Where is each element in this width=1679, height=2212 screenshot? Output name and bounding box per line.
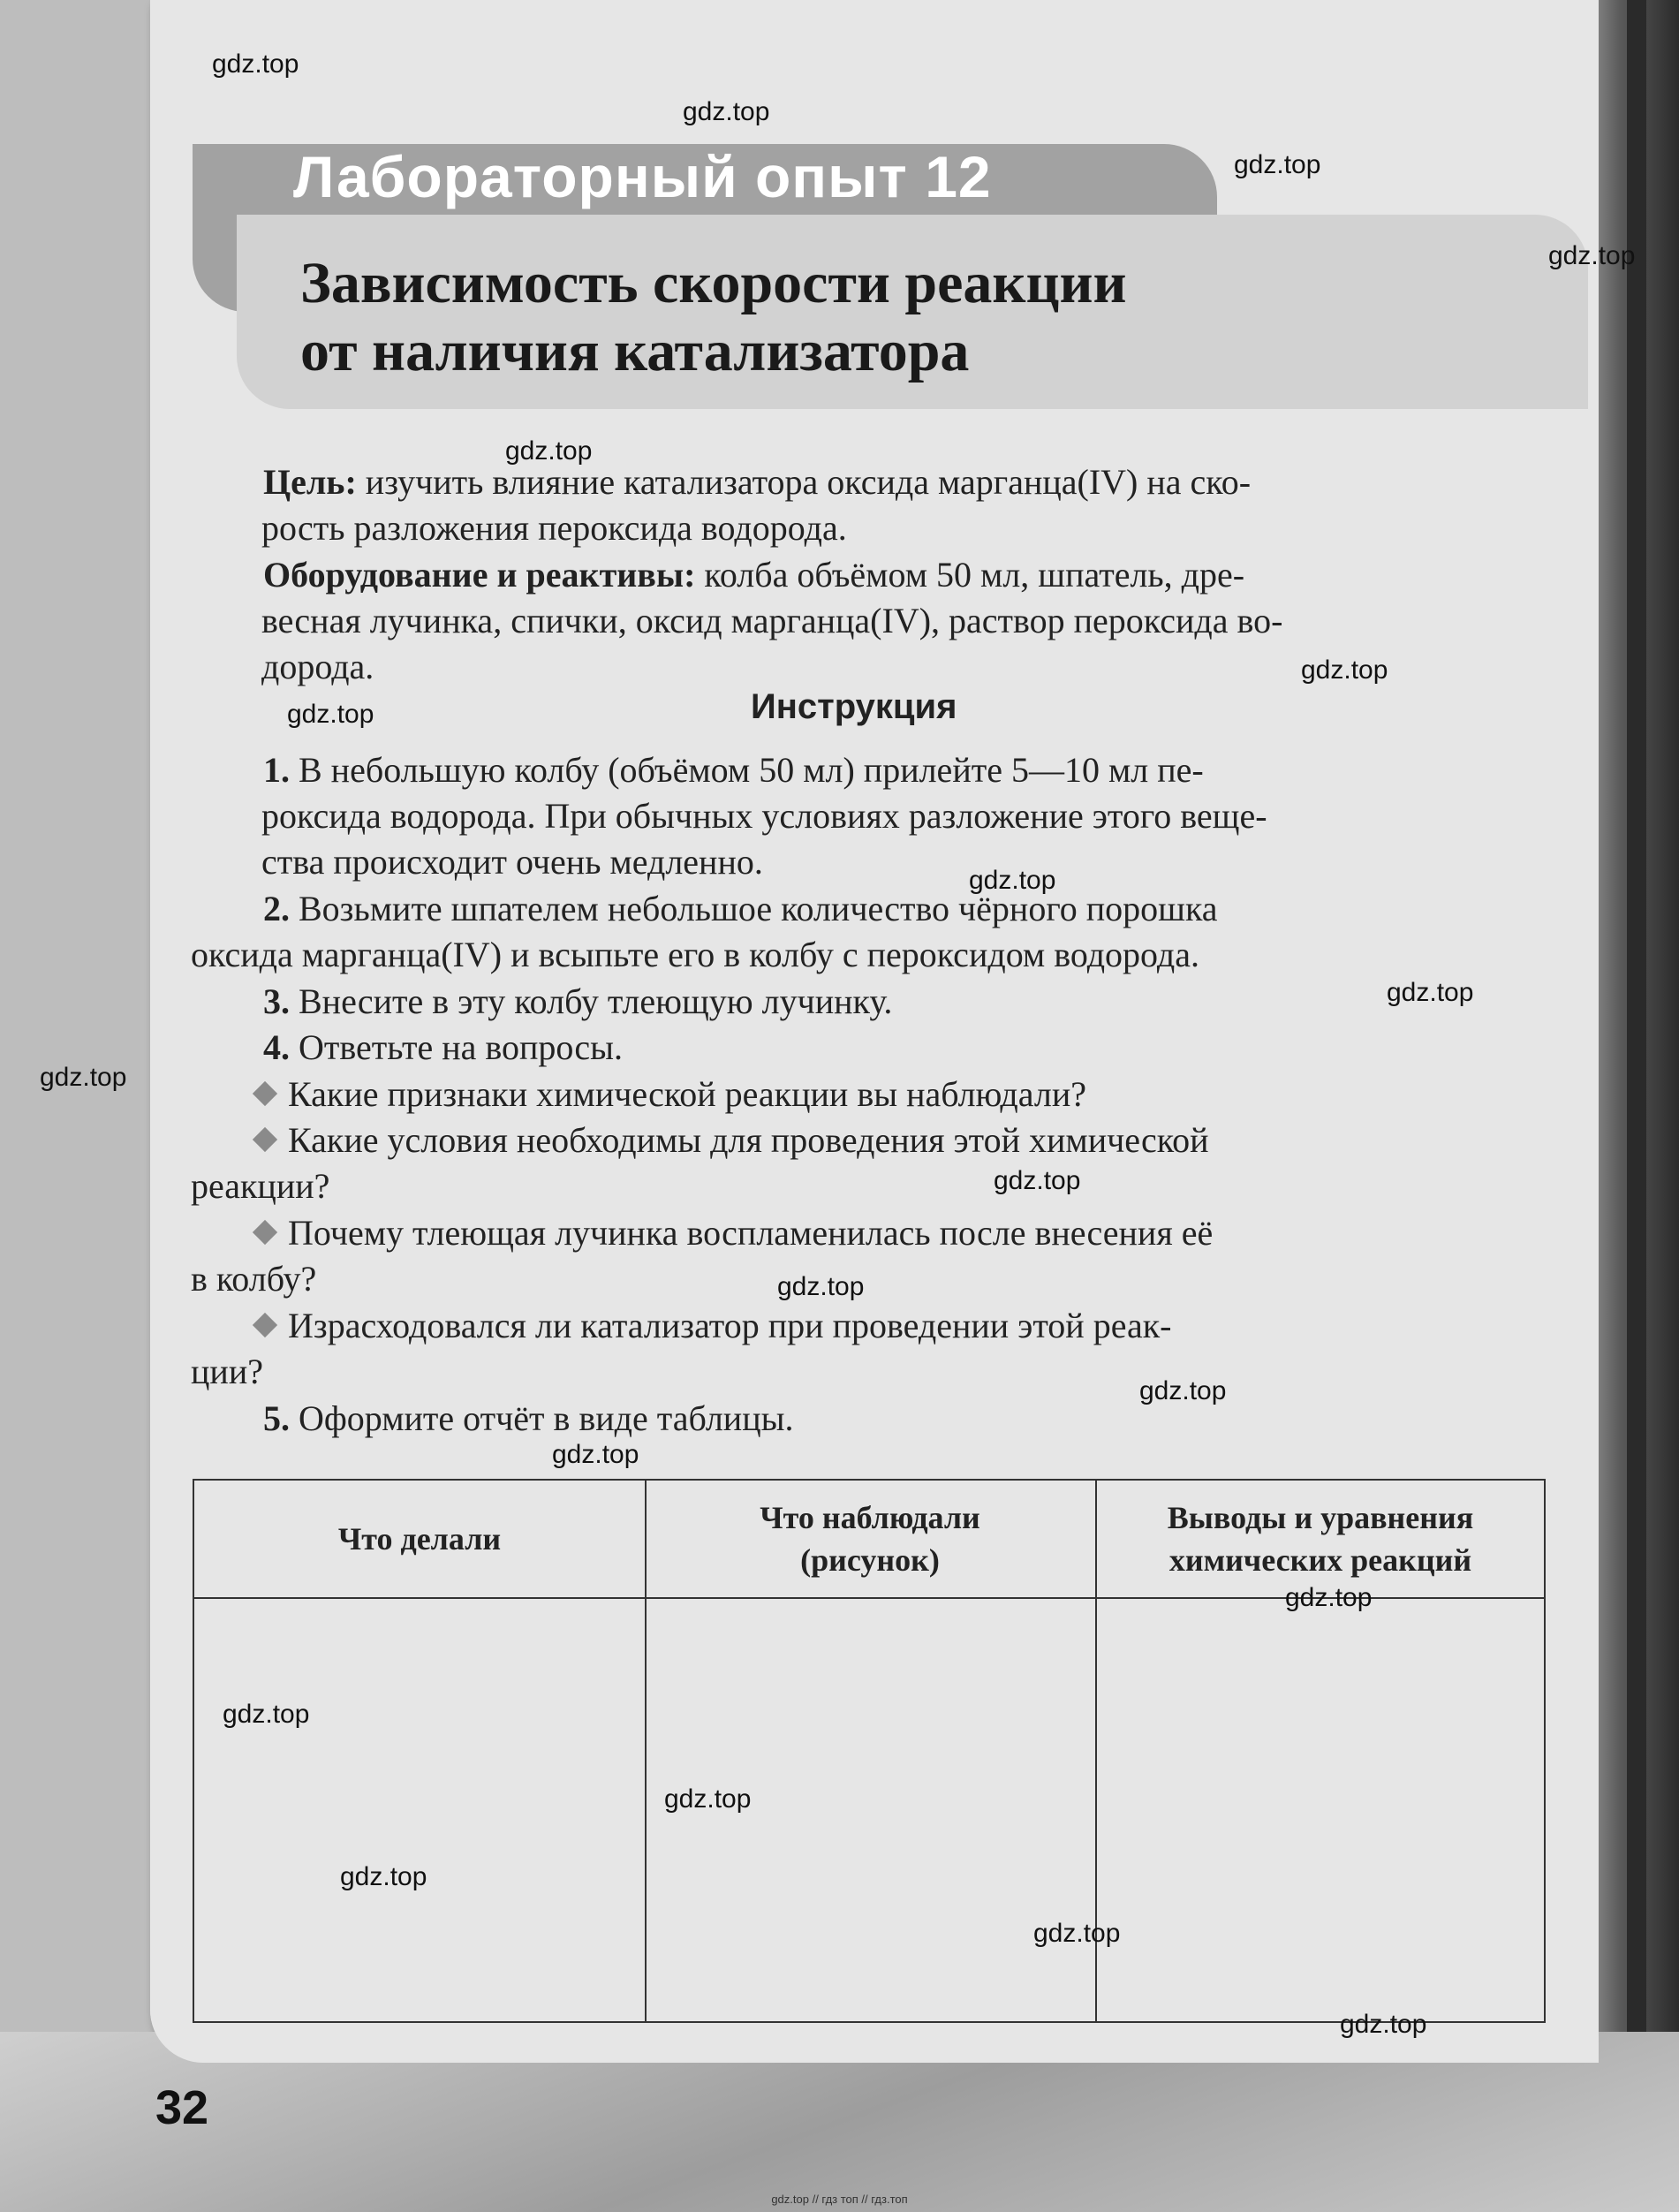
watermark: gdz.top: [40, 1063, 127, 1092]
equipment-line-1: [263, 552, 1679, 598]
step-4-text: Ответьте на вопросы.: [290, 1027, 624, 1067]
question-2-line-2: реакции?: [191, 1166, 330, 1206]
step-4-line: [263, 1025, 1679, 1071]
question-2-line-1: [256, 1117, 1679, 1163]
watermark: gdz.top: [223, 1700, 310, 1729]
bullet-diamond-icon: [253, 1313, 277, 1337]
header-observed-line-2: (рисунок): [800, 1542, 940, 1578]
watermark: gdz.top: [1387, 978, 1474, 1007]
question-1: [256, 1072, 1679, 1117]
goal-label: Цель:: [263, 462, 357, 502]
question-3-line-1: [256, 1210, 1679, 1256]
watermark: gdz.top: [1301, 655, 1388, 685]
watermark: gdz.top: [1033, 1919, 1121, 1948]
table-header-did: [194, 1481, 645, 1597]
watermark: gdz.top: [994, 1166, 1081, 1195]
table-cell-conclusions[interactable]: [1097, 1599, 1546, 2021]
watermark: gdz.top: [1234, 150, 1321, 179]
step-2-number: 2.: [263, 889, 290, 928]
watermark: gdz.top: [505, 436, 593, 466]
header-observed-line-1: Что наблюдали: [760, 1500, 980, 1535]
goal-text: изучить влияние катализатора оксида марганца(IV) на ско-: [356, 462, 1252, 502]
table-header-observed: [645, 1481, 1095, 1597]
step-5-text: Оформите отчёт в виде таблицы.: [290, 1398, 794, 1438]
bullet-diamond-icon: [253, 1127, 277, 1152]
watermark: gdz.top: [1139, 1376, 1227, 1405]
step-1-line-3: ства происходит очень медленно.: [261, 842, 763, 882]
watermark: gdz.top: [340, 1862, 427, 1891]
step-1-text: В небольшую колбу (объёмом 50 мл) прилейте 5—10 мл пе-: [290, 750, 1204, 790]
table-cell-did[interactable]: [194, 1599, 645, 2021]
watermark: gdz.top: [683, 97, 770, 126]
title-line-2: от наличия катализатора: [300, 319, 970, 383]
equipment-line-3: дорода.: [261, 647, 374, 686]
bullet-diamond-icon: [253, 1081, 277, 1106]
bullet-diamond-icon: [253, 1220, 277, 1245]
watermark: gdz.top: [1285, 1583, 1373, 1612]
watermark: gdz.top: [664, 1784, 752, 1814]
step-4-number: 4.: [263, 1027, 290, 1067]
step-1-number: 1.: [263, 750, 290, 790]
question-1-text: Какие признаки химической реакции вы наблюдали?: [288, 1074, 1086, 1114]
header-conclusions-line-2: химических реакций: [1168, 1542, 1472, 1578]
question-4-text: Израсходовался ли катализатор при проведении этой реак-: [288, 1306, 1172, 1345]
watermark: gdz.top: [552, 1440, 639, 1469]
lab-title: Лабораторный опыт 12: [293, 144, 992, 209]
header-did-text: Что делали: [337, 1521, 502, 1557]
step-1-line-1: [263, 747, 1679, 793]
goal-line-2: рость разложения пероксида водорода.: [261, 508, 847, 548]
equipment-text: колба объёмом 50 мл, шпатель, дре-: [695, 555, 1245, 595]
report-table: [193, 1479, 1546, 2023]
step-3-number: 3.: [263, 981, 290, 1021]
step-5-number: 5.: [263, 1398, 290, 1438]
equipment-label: Оборудование и реактивы:: [263, 555, 696, 595]
step-5-line: [263, 1396, 1679, 1442]
equipment-line-2: весная лучинка, спички, оксид марганца(IV), раствор пероксида во-: [261, 601, 1283, 640]
watermark: gdz.top: [212, 49, 299, 79]
question-4-line-2: ции?: [191, 1352, 263, 1391]
question-3-text: Почему тлеющая лучинка воспламенилась после внесения её: [288, 1213, 1214, 1253]
watermark: gdz.top: [287, 700, 374, 729]
step-1-line-2: роксида водорода. При обычных условиях разложение этого веще-: [261, 796, 1267, 836]
title-line-1: Зависимость скорости реакции: [300, 251, 1127, 315]
goal-line-1: [263, 459, 1679, 505]
table-header-conclusions: [1095, 1481, 1546, 1597]
step-2-line-2: оксида марганца(IV) и всыпьте его в колбу с пероксидом водорода.: [191, 935, 1200, 974]
watermark: gdz.top: [969, 866, 1056, 895]
page-number: 32: [155, 2081, 209, 2134]
watermark: gdz.top: [1340, 2010, 1427, 2039]
question-2-text: Какие условия необходимы для проведения этой химической: [288, 1120, 1209, 1160]
bottom-note: gdz.top // гдз топ // гдз.топ: [771, 2193, 908, 2206]
watermark: gdz.top: [1548, 241, 1636, 270]
step-3-text: Внесите в эту колбу тлеющую лучинку.: [290, 981, 893, 1021]
question-4-line-1: [256, 1303, 1679, 1349]
header-conclusions-line-1: Выводы и уравнения: [1167, 1500, 1474, 1535]
instruction-heading: Инструкция: [751, 687, 957, 726]
step-2-text: Возьмите шпателем небольшое количество чёрного порошка: [290, 889, 1218, 928]
watermark: gdz.top: [777, 1272, 865, 1301]
question-3-line-2: в колбу?: [191, 1259, 317, 1299]
